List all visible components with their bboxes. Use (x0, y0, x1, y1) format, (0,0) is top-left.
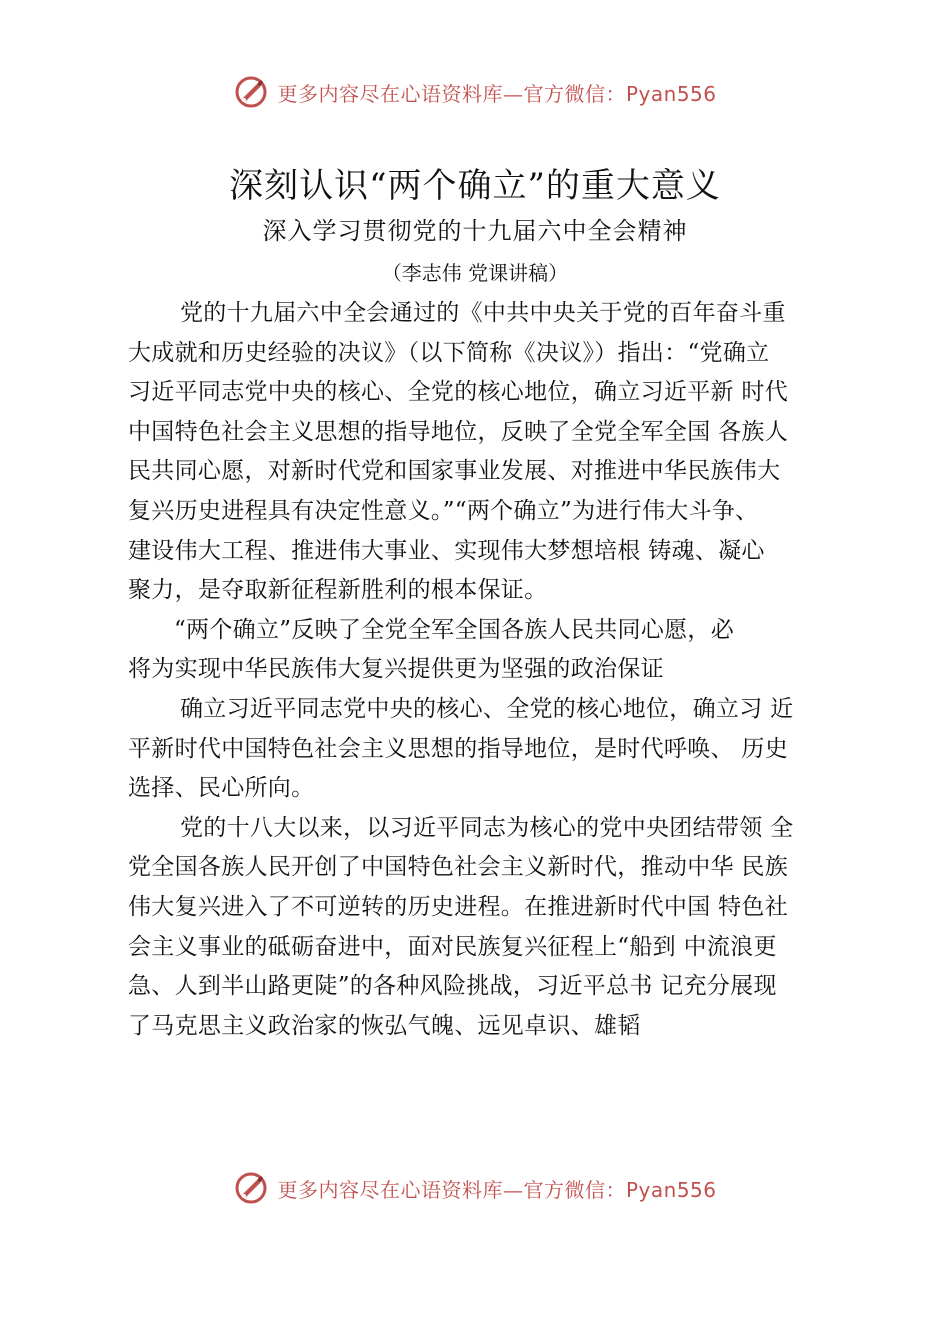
section-heading-line: 将为实现中华民族伟大复兴提供更为坚强的政治保证 (128, 656, 664, 683)
body-line: 急、人到半山路更陡”的各种风险挑战，习近平总书 记充分展现 (128, 973, 777, 1000)
body-line: 平新时代中国特色社会主义思想的指导地位，是时代呼唤、 历史 (128, 735, 789, 762)
body-line: 复兴历史进程具有决定性意义。”“两个确立”为进行伟大斗争、 (128, 497, 759, 524)
watermark-text-id: Pyan556 (625, 1177, 717, 1202)
footer-watermark (0, 1168, 950, 1208)
watermark-text-cn: 更多内容尽在心语资料库—官方微信： (277, 81, 626, 106)
pen-logo-icon (233, 1170, 269, 1206)
body-line: 选择、民心所向。 (128, 775, 315, 802)
header-watermark (0, 72, 950, 112)
document-title: 深刻认识“两个确立”的重大意义 (229, 166, 721, 206)
body-line: 习近平同志党中央的核心、全党的核心地位，确立习近平新 时代 (128, 379, 789, 406)
body-line: 确立习近平同志党中央的核心、全党的核心地位，确立习 近 (180, 695, 794, 722)
watermark-text-id: Pyan556 (625, 81, 717, 106)
body-line: 党的十八大以来，以习近平同志为核心的党中央团结带领 全 (180, 814, 794, 841)
document-body (128, 294, 832, 1046)
body-line: 党的十九届六中全会通过的《中共中央关于党的百年奋斗重 (180, 300, 786, 326)
body-line: 民共同心愿，对新时代党和国家事业发展、对推进中华民族伟大 (128, 458, 781, 485)
watermark-text (277, 78, 716, 107)
section-heading-line: “两个确立”反映了全党全军全国各族人民共同心愿，必 (174, 616, 735, 643)
watermark-text-cn: 更多内容尽在心语资料库—官方微信： (277, 1177, 626, 1202)
body-line: 党全国各族人民开创了中国特色社会主义新时代，推动中华 民族 (128, 854, 789, 881)
body-line: 聚力，是夺取新征程新胜利的根本保证。 (128, 577, 548, 604)
body-line: 大成就和历史经验的决议》（以下简称《决议》）指出：“党确立 (128, 339, 770, 366)
watermark-text (277, 1174, 716, 1203)
body-line: 了马克思主义政治家的恢弘气魄、远见卓识、雄韬 (128, 1012, 641, 1039)
document-author: （李志伟 党课讲稿） (381, 261, 569, 285)
body-line: 中国特色社会主义思想的指导地位，反映了全党全军全国 各族人 (128, 418, 789, 445)
body-line: 伟大复兴进入了不可逆转的历史进程。在推进新时代中国 特色社 (128, 893, 789, 920)
pen-logo-icon (233, 74, 269, 110)
body-line: 会主义事业的砥砺奋进中，面对民族复兴征程上“船到 中流浪更 (128, 933, 777, 960)
document-subtitle: 深入学习贯彻党的十九届六中全会精神 (262, 217, 688, 245)
body-line: 建设伟大工程、推进伟大事业、实现伟大梦想培根 铸魂、凝心 (128, 537, 765, 564)
